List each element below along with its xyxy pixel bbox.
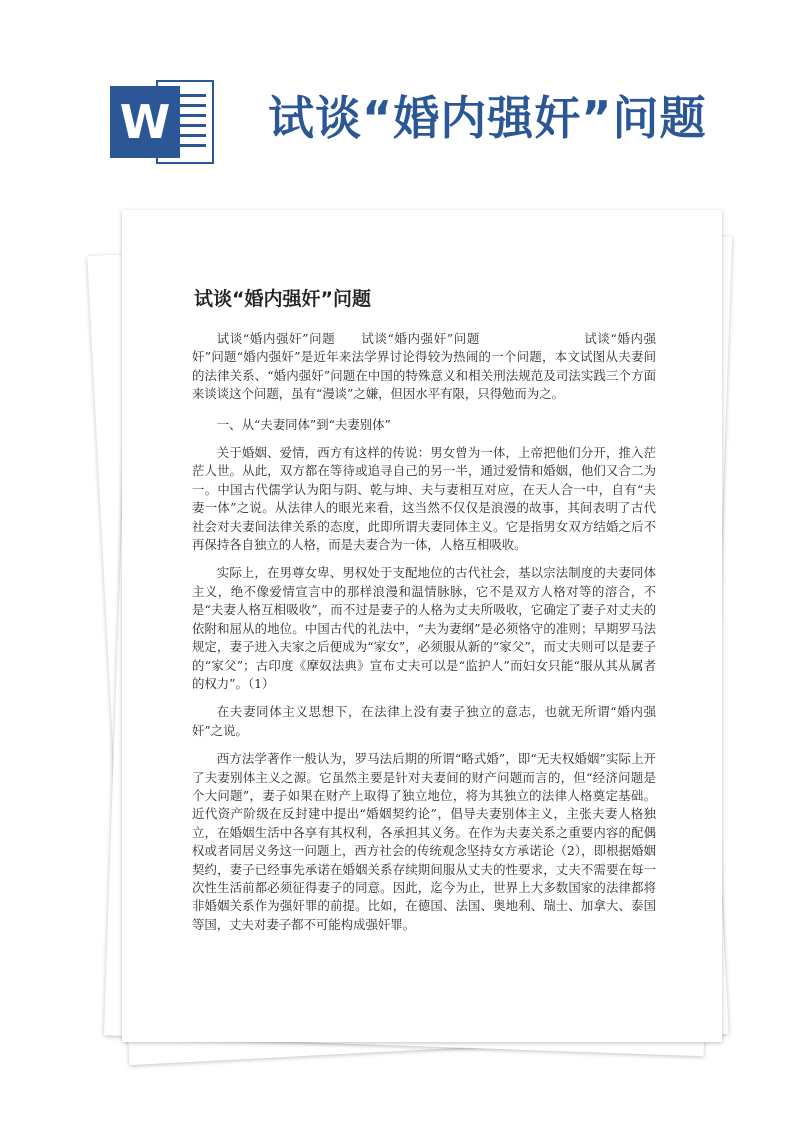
paragraph: 关于婚姻、爱情，西方有这样的传说：男女曾为一体，上帝把他们分开，推入茫茫人世。从此，双方都在等待或追寻自己的另一半，通过爱情和婚姻，他们又合二为一。中国古代儒学认为阳与阴、乾与坤、夫与妻相互对应，在天人合一中，自有“夫妻一体”之说。从法律人的眼光来看，这当然不仅仅是浪漫的故事，其间表明了古代社会对夫妻间法律关系的态度，此即所谓夫妻同体主义。它是指男女双方结婚之后不再保持各自独立的人格，而是夫妻合为一体，人格互相吸收。 (192, 445, 656, 553)
paragraph: 西方法学著作一般认为，罗马法后期的所谓“略式婚”，即“无夫权婚姻”实际上开了夫妻别体主义之源。它虽然主要是针对夫妻间的财产问题而言的，但“经济问题是个大问题”，妻子如果在财产上取得了独立地位，将为其独立的法律人格奠定基础。近代资产阶级在反封建中提出“婚姻契约论”，倡导夫妻别体主义，主张夫妻人格独立，在婚姻生活中各享有其权利，各承担其义务。在作为夫妻关系之重要内容的配偶权或者同居义务这一问题上，西方社会的传统观念坚持女方承诺论（2），即根据婚姻契约，妻子已经事先承诺在婚姻关系存续期间服从丈夫的性要求，丈夫不需要在每一次性生活前都必须征得妻子的同意。因此，迄今为止，世界上大多数国家的法律都将非婚姻关系作为强奸罪的前提。比如，在德国、法国、奥地利、瑞士、加拿大、泰国等国，丈夫对妻子都不可能构成强奸罪。 (192, 751, 656, 932)
word-badge: W (110, 86, 180, 158)
document-title: 试谈“婚内强奸”问题 (194, 288, 371, 310)
word-document-icon (110, 72, 220, 172)
banner-title: 试谈“婚内强奸”问题 (268, 91, 707, 145)
paragraph: 在夫妻同体主义思想下，在法律上没有妻子独立的意志，也就无所谓“婚内强奸”之说。 (192, 704, 656, 738)
paragraph: 实际上，在男尊女卑、男权处于支配地位的古代社会，基以宗法制度的夫妻同体主义，绝不像爱情宣言中的那样浪漫和温情脉脉，它不是双方人格对等的溶合，不是“夫妻人格互相吸收”，而不过是妻子的人格为丈夫所吸收，它确定了妻子对丈夫的依附和屈从的地位。中国古代的礼法中，“夫为妻纲”是必须恪守的准则；早期罗马法规定，妻子进入夫家之后便成为“家女”，必须服从新的“家父”，而丈夫则可以是妻子的“家父”；古印度《摩奴法典》宣布丈夫可以是“监护人”而妇女只能“服从其从属者的权力”。（1） (192, 565, 656, 691)
paragraph-intro: 试谈“婚内强奸”问题 试谈“婚内强奸”问题 试谈“婚内强奸”问题“婚内强奸”是近年来法学界讨论得较为热闹的一个问题，本文试图从夫妻间的法律关系、“婚内强奸”问题在中国的特殊意义和相关刑法规范及司法实践三个方面来谈谈这个问题，虽有“漫谈”之嫌，但因水平有限，只得勉而为之。 (192, 331, 656, 402)
banner (0, 0, 800, 200)
section-heading: 一、从“夫妻同体”到“夫妻别体” (216, 416, 391, 432)
document-body (192, 330, 656, 944)
document-page (122, 210, 722, 1042)
